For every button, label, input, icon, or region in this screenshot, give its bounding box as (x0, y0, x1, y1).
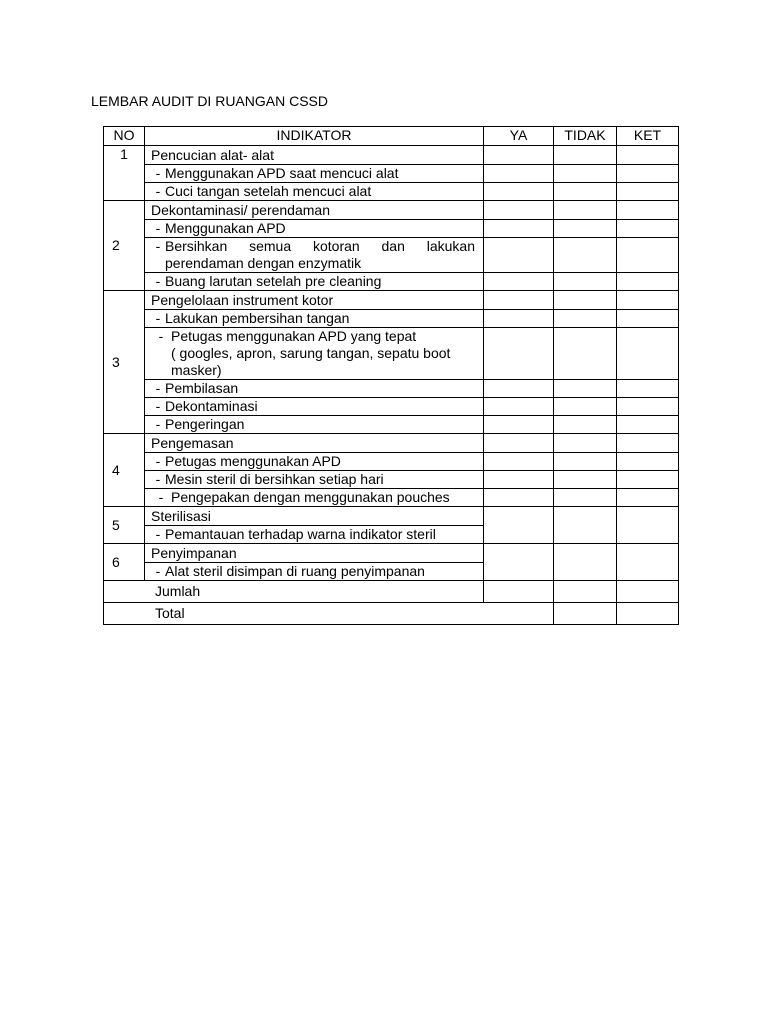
table-row (104, 398, 679, 416)
indicator-text-continuation: perendaman dengan enzymatik (165, 255, 362, 271)
section-number: 1 (104, 146, 145, 201)
ket-cell[interactable] (617, 398, 679, 416)
dash-marker: - (158, 489, 164, 505)
ket-cell[interactable] (617, 146, 679, 165)
section-title: Dekontaminasi/ perendaman (145, 201, 484, 220)
indicator-item (145, 526, 484, 544)
indicator-item (145, 220, 484, 238)
ket-cell[interactable] (617, 544, 679, 581)
dash-marker: - (155, 380, 161, 396)
total-label: Total (104, 603, 554, 625)
ya-cell[interactable] (484, 398, 554, 416)
ya-cell[interactable] (484, 146, 554, 165)
dash-marker: - (155, 398, 161, 414)
ya-cell[interactable] (484, 489, 554, 507)
tidak-cell[interactable] (554, 220, 617, 238)
table-row (104, 471, 679, 489)
tidak-cell[interactable] (554, 471, 617, 489)
indicator-text: Alat steril disimpan di ruang penyimpanan (165, 563, 425, 579)
tidak-cell[interactable] (554, 434, 617, 453)
table-row (104, 328, 679, 380)
table-row (104, 273, 679, 291)
section-title: Pengemasan (145, 434, 484, 453)
ket-grand-total-cell[interactable] (617, 603, 679, 625)
ya-cell[interactable] (484, 544, 554, 581)
section-title: Pencucian alat- alat (145, 146, 484, 165)
indicator-text: Mesin steril di bersihkan setiap hari (165, 471, 384, 487)
table-row (104, 291, 679, 310)
indicator-item (145, 328, 484, 380)
indicator-text-continuation: masker) (171, 362, 222, 378)
tidak-total-cell[interactable] (554, 581, 617, 603)
dash-marker: - (158, 328, 164, 344)
table-row (104, 380, 679, 398)
table-row (104, 165, 679, 183)
section-number: 6 (104, 544, 145, 581)
indicator-text: Pengepakan dengan menggunakan pouches (171, 489, 450, 505)
header-no: NO (104, 127, 145, 146)
indicator-text: Lakukan pembersihan tangan (165, 310, 350, 326)
ya-cell[interactable] (484, 453, 554, 471)
section-title: Pengelolaan instrument kotor (145, 291, 484, 310)
tidak-cell[interactable] (554, 291, 617, 310)
tidak-cell[interactable] (554, 165, 617, 183)
indicator-text: Menggunakan APD saat mencuci alat (165, 165, 399, 181)
section-title: Penyimpanan (145, 544, 484, 563)
dash-marker: - (155, 238, 161, 254)
dash-marker: - (155, 165, 161, 181)
header-indikator: INDIKATOR (145, 127, 484, 146)
ket-cell[interactable] (617, 434, 679, 453)
ket-cell[interactable] (617, 453, 679, 471)
tidak-cell[interactable] (554, 310, 617, 328)
indicator-item (145, 416, 484, 434)
tidak-cell[interactable] (554, 146, 617, 165)
dash-marker: - (155, 183, 161, 199)
indicator-item (145, 453, 484, 471)
dash-marker: - (155, 526, 161, 542)
ket-cell[interactable] (617, 471, 679, 489)
indicator-text: Pembilasan (165, 380, 239, 396)
indicator-item (145, 489, 484, 507)
indicator-text: Buang larutan setelah pre cleaning (165, 273, 382, 289)
dash-marker: - (155, 563, 161, 579)
table-row (104, 220, 679, 238)
dash-marker: - (155, 273, 161, 289)
indicator-item (145, 471, 484, 489)
page-title: LEMBAR AUDIT DI RUANGAN CSSD (91, 93, 329, 109)
ya-cell[interactable] (484, 380, 554, 398)
total-row (104, 603, 679, 625)
dash-marker: - (155, 220, 161, 236)
section-number: 2 (104, 201, 145, 291)
ya-cell[interactable] (484, 201, 554, 220)
dash-marker: - (155, 453, 161, 469)
section-number: 4 (104, 434, 145, 507)
ya-total-cell[interactable] (484, 581, 554, 603)
ya-cell[interactable] (484, 183, 554, 201)
table-row (104, 507, 679, 526)
indicator-item (145, 380, 484, 398)
tidak-cell[interactable] (554, 380, 617, 398)
dash-marker: - (155, 471, 161, 487)
indicator-text: Petugas menggunakan APD (165, 453, 341, 469)
tidak-cell[interactable] (554, 398, 617, 416)
ket-cell[interactable] (617, 238, 679, 273)
ya-cell[interactable] (484, 273, 554, 291)
tidak-cell[interactable] (554, 416, 617, 434)
tidak-cell[interactable] (554, 238, 617, 273)
indicator-text: Dekontaminasi (165, 398, 258, 414)
tidak-cell[interactable] (554, 328, 617, 380)
ya-cell[interactable] (484, 165, 554, 183)
ya-cell[interactable] (484, 291, 554, 310)
tidak-cell[interactable] (554, 507, 617, 544)
indicator-item (145, 398, 484, 416)
tidak-cell[interactable] (554, 489, 617, 507)
section-number: 3 (104, 291, 145, 434)
ya-cell[interactable] (484, 310, 554, 328)
header-ya: YA (484, 127, 554, 146)
ket-cell[interactable] (617, 165, 679, 183)
tidak-cell[interactable] (554, 544, 617, 581)
indicator-item (145, 273, 484, 291)
ya-cell[interactable] (484, 416, 554, 434)
ket-cell[interactable] (617, 489, 679, 507)
indicator-item (145, 238, 484, 273)
ket-cell[interactable] (617, 310, 679, 328)
table-row (104, 489, 679, 507)
indicator-text: Petugas menggunakan APD yang tepat (171, 328, 417, 344)
ket-cell[interactable] (617, 291, 679, 310)
indicator-text: Pemantauan terhadap warna indikator steril (165, 526, 436, 542)
section-number: 5 (104, 507, 145, 544)
table-row (104, 434, 679, 453)
jumlah-label: Jumlah (104, 581, 484, 603)
indicator-text: Menggunakan APD (165, 220, 286, 236)
audit-table (103, 126, 679, 625)
ket-cell[interactable] (617, 507, 679, 544)
table-row (104, 544, 679, 563)
ya-cell[interactable] (484, 434, 554, 453)
indicator-item (145, 310, 484, 328)
table-header-row (104, 127, 679, 146)
tidak-cell[interactable] (554, 201, 617, 220)
table-row (104, 201, 679, 220)
jumlah-row (104, 581, 679, 603)
tidak-cell[interactable] (554, 273, 617, 291)
ya-cell[interactable] (484, 220, 554, 238)
dash-marker: - (155, 416, 161, 432)
ket-total-cell[interactable] (617, 581, 679, 603)
indicator-text: Bersihkan semua kotoran dan lakukan (165, 238, 475, 254)
table-row (104, 183, 679, 201)
ket-cell[interactable] (617, 328, 679, 380)
header-tidak: TIDAK (554, 127, 617, 146)
indicator-item (145, 183, 484, 201)
dash-marker: - (155, 310, 161, 326)
table-row (104, 238, 679, 273)
ya-cell[interactable] (484, 238, 554, 273)
tidak-cell[interactable] (554, 183, 617, 201)
indicator-text: Pengeringan (165, 416, 245, 432)
indicator-item (145, 165, 484, 183)
ket-cell[interactable] (617, 273, 679, 291)
ket-cell[interactable] (617, 201, 679, 220)
table-row (104, 146, 679, 165)
section-title: Sterilisasi (145, 507, 484, 526)
ya-cell[interactable] (484, 471, 554, 489)
indicator-text: Cuci tangan setelah mencuci alat (165, 183, 372, 199)
ket-cell[interactable] (617, 220, 679, 238)
indicator-text-continuation: ( googles, apron, sarung tangan, sepatu boot (171, 345, 451, 361)
header-ket: KET (617, 127, 679, 146)
tidak-grand-total-cell[interactable] (554, 603, 617, 625)
table-row (104, 416, 679, 434)
table-row (104, 310, 679, 328)
ya-cell[interactable] (484, 328, 554, 380)
ya-cell[interactable] (484, 507, 554, 544)
table-row (104, 453, 679, 471)
ket-cell[interactable] (617, 183, 679, 201)
indicator-item (145, 563, 484, 581)
ket-cell[interactable] (617, 416, 679, 434)
tidak-cell[interactable] (554, 453, 617, 471)
ket-cell[interactable] (617, 380, 679, 398)
